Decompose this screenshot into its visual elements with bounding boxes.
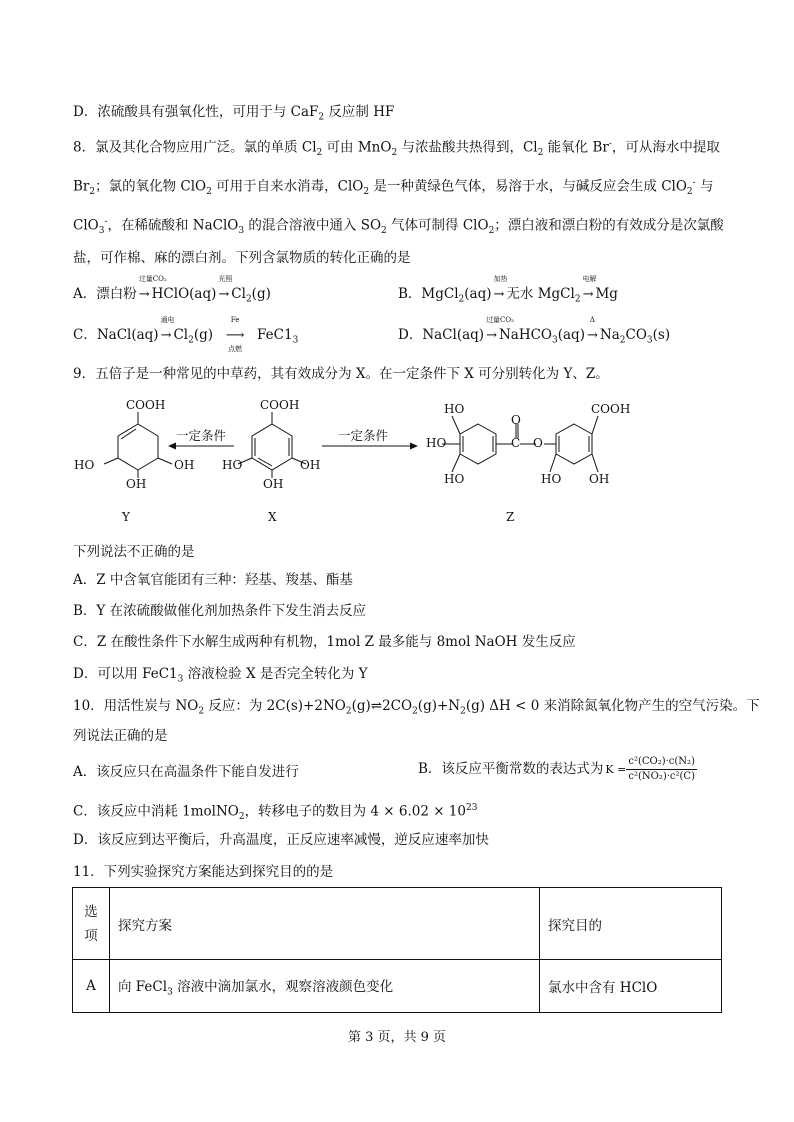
q8-option-a: A．漂白粉 过量CO₂ → HClO(aq) 光照 → $Cl_2(g)$ bbox=[73, 275, 271, 305]
cond-left: 一定条件 bbox=[176, 428, 227, 443]
z-cooh-label: COOH bbox=[591, 402, 631, 416]
q8-option-b: B．MgCl$_2$(aq) 加热 → 无水 MgCl$_2$ 电解 → Mg bbox=[398, 275, 618, 305]
row-purpose: 氯水中含有 HClO bbox=[540, 960, 722, 1013]
q8-stem-line3: ClO$_3$-，在稀硫酸和 NaClO$_3$ 的混合溶液中通入 $SO_2$ 气体可制得 ClO$_2$；漂白液和漂白粉的有效成分是次氯酸 bbox=[73, 217, 724, 237]
q8-stem-line1: 8．氯及其化合物应用广泛。氯的单质 $Cl_2$ 可由 MnO$_2$ 与浓盐酸共热得到，$Cl_2$ 能氧化 Br-，可从海水中提取 bbox=[73, 139, 720, 159]
row-plan: 向 FeCl$_3$ 溶液中滴加氯水，观察溶液颜色变化 bbox=[110, 960, 540, 1013]
y-oh2-label: OH bbox=[126, 477, 147, 491]
y-ho-label: HO bbox=[74, 458, 95, 472]
x-ho-label: HO bbox=[222, 458, 243, 472]
header-option: 选 项 bbox=[73, 888, 110, 960]
q8-option-c: C．NaCl(aq) 通电 → $Cl_2(g)$ Fe ⟶ 点燃 $FeC1_3$ bbox=[73, 316, 299, 353]
z-ho4-label: HO bbox=[541, 472, 562, 486]
q9-option-b: B．Y 在浓硫酸做催化剂加热条件下发生消去反应 bbox=[73, 603, 367, 619]
q10-stem-line2: 列说法正确的是 bbox=[73, 728, 168, 744]
header-purpose: 探究目的 bbox=[540, 888, 722, 960]
z-label: Z bbox=[506, 510, 515, 524]
q11-table bbox=[72, 887, 722, 1013]
x-label: X bbox=[268, 510, 277, 524]
q10-option-b: B．该反应平衡常数的表达式为 K = $\frac{\text{c²(CO₂)·c(N₂)}}{\text{c²(NO₂)·c²(C)}}$ bbox=[418, 756, 695, 782]
row-option: A bbox=[73, 960, 110, 1013]
z-carbon-label: C bbox=[511, 436, 521, 450]
z-carbonyl-o-label: O bbox=[511, 413, 521, 427]
y-cooh-label: COOH bbox=[126, 398, 166, 412]
q9-option-a: A．Z 中含氧官能团有三种：羟基、羧基、酯基 bbox=[73, 572, 353, 588]
header-plan: 探究方案 bbox=[110, 888, 540, 960]
z-ho3-label: HO bbox=[444, 472, 465, 486]
q10-stem-line1: 10．用活性炭与 $NO_2$ 反应：为 $2C(s)+2NO_2(g)\rightleftharpoons 2CO_2(g)+N_2(g) \Delta H < 0$ 来消除氮氧化物产生的空气污染。下 bbox=[73, 698, 760, 717]
q9-option-c: C．Z 在酸性条件下水解生成两种有机物，1mol Z 最多能与 8mol NaOH 发生反应 bbox=[73, 634, 576, 650]
q8-stem-line4: 盐，可作棉、麻的漂白剂。下列含氯物质的转化正确的是 bbox=[73, 250, 411, 266]
q8-option-d: D．NaCl(aq) 过量CO₂ → NaHCO$_3$(aq) Δ → $Na_2CO_3(s)$ bbox=[398, 316, 671, 346]
x-oh-label: OH bbox=[300, 458, 321, 472]
x-oh2-label: OH bbox=[263, 477, 284, 491]
q11-stem: 11．下列实验探究方案能达到探究目的的是 bbox=[73, 864, 334, 880]
z-ho1-label: HO bbox=[444, 402, 465, 416]
q10-option-c: C．该反应中消耗 1molNO$_2$，转移电子的数目为 $4 \times 6.02 \times 10^{23}$ bbox=[73, 803, 478, 823]
y-label: Y bbox=[122, 510, 130, 524]
table-row bbox=[73, 960, 722, 1013]
arrow-x-to-z bbox=[322, 440, 418, 452]
z-ester-o-label: O bbox=[533, 436, 543, 450]
q10-option-a: A．该反应只在高温条件下能自发进行 bbox=[73, 764, 299, 780]
z-ho2-label: HO bbox=[426, 436, 447, 450]
q10-option-d: D．该反应到达平衡后，升高温度，正反应速率减慢，逆反应速率加快 bbox=[73, 832, 489, 848]
q8-stem-line2: $Br_2$；氯的氧化物 ClO$_2$ 可用于自来水消毒，ClO$_2$ 是一种黄绿色气体，易溶于水，与碱反应会生成 ClO$_2$- 与 bbox=[73, 178, 714, 198]
q9-ask: 下列说法不正确的是 bbox=[73, 544, 195, 560]
q7-option-d: D．浓硫酸具有强氧化性，可用于与 CaF$_2$ 反应制 HF bbox=[73, 104, 395, 123]
table-header-row bbox=[73, 888, 722, 960]
z-oh-label: OH bbox=[589, 472, 610, 486]
q9-option-d: D．可以用 $FeC1_3$ 溶液检验 X 是否完全转化为 Y bbox=[73, 666, 368, 685]
x-cooh-label: COOH bbox=[260, 398, 300, 412]
page-footer: 第 3 页，共 9 页 bbox=[347, 1030, 447, 1045]
q9-stem: 9．五倍子是一种常见的中草药，其有效成分为 X。在一定条件下 X 可分别转化为 Y、Z。 bbox=[73, 366, 609, 382]
y-oh-label: OH bbox=[174, 458, 195, 472]
cond-right: 一定条件 bbox=[338, 428, 389, 443]
